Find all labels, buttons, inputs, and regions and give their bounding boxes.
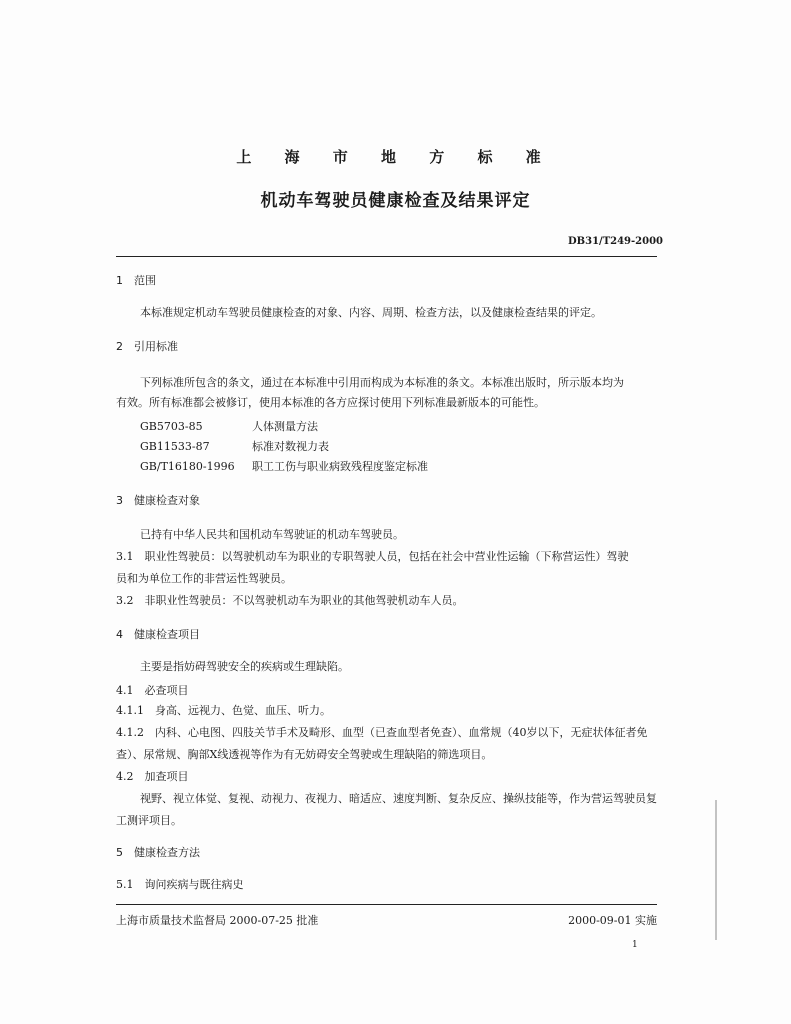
issuing-organization: 上 海 市 地 方 标 准: [236, 148, 555, 166]
section-4-heading: 4 健康检查项目: [116, 628, 200, 641]
standard-code: DB31/T249-2000: [568, 236, 663, 247]
effective-date: 2000-09-01 实施: [568, 914, 657, 927]
section-4-1-2-line1: 4.1.2 内科、心电图、四肢关节手术及畸形、血型（已查血型者免查）、血常规（40岁以下，无症状体征者免: [116, 726, 648, 739]
section-3-heading: 3 健康检查对象: [116, 494, 200, 507]
section-3-2: 3.2 非职业性驾驶员：不以驾驶机动车为职业的其他驾驶机动车人员。: [116, 594, 464, 607]
ref-name: 标准对数视力表: [252, 440, 329, 453]
section-4-1-1: 4.1.1 身高、远视力、色觉、血压、听力。: [116, 704, 331, 717]
section-4-2-line1: 视野、视立体觉、复视、动视力、夜视力、暗适应、速度判断、复杂反应、操纵技能等，作为营运驾驶员复: [140, 792, 657, 805]
section-4-2: 4.2 加查项目: [116, 770, 189, 783]
section-2-text-line1: 下列标准所包含的条文，通过在本标准中引用而构成为本标准的条文。本标准出版时，所示版本均为: [140, 376, 624, 389]
section-5-heading: 5 健康检查方法: [116, 846, 200, 859]
ref-name: 职工工伤与职业病致残程度鉴定标准: [252, 460, 428, 473]
header-divider: [116, 256, 657, 257]
footer-divider: [116, 904, 657, 905]
ref-code: GB5703-85: [140, 420, 203, 433]
ref-code: GB11533-87: [140, 440, 210, 453]
section-4-text: 主要是指妨碍驾驶安全的疾病或生理缺陷。: [140, 660, 349, 673]
section-2-text-line2: 有效。所有标准都会被修订，使用本标准的各方应探讨使用下列标准最新版本的可能性。: [116, 396, 545, 409]
section-1-heading: 1 范围: [116, 274, 156, 287]
section-4-2-line2: 工测评项目。: [116, 814, 182, 827]
document-title: 机动车驾驶员健康检查及结果评定: [260, 191, 531, 211]
approval-note: 上海市质量技术监督局 2000-07-25 批准: [116, 914, 319, 927]
section-3-1-line2: 员和为单位工作的非营运性驾驶员。: [116, 572, 292, 585]
section-3-1-line1: 3.1 职业性驾驶员：以驾驶机动车为职业的专职驾驶人员，包括在社会中营业性运输（下称营运性）驾驶: [116, 550, 629, 563]
ref-code: GB/T16180-1996: [140, 460, 235, 473]
ref-name: 人体测量方法: [252, 420, 318, 433]
section-4-1: 4.1 必查项目: [116, 684, 189, 697]
section-5-1: 5.1 询问疾病与既往病史: [116, 878, 244, 891]
scan-artifact: [715, 800, 717, 940]
page-number: 1: [632, 940, 638, 950]
section-4-1-2-line2: 查）、尿常规、胸部X线透视等作为有无妨碍安全驾驶或生理缺陷的筛选项目。: [116, 748, 493, 761]
section-3-text: 已持有中华人民共和国机动车驾驶证的机动车驾驶员。: [140, 528, 404, 541]
section-2-heading: 2 引用标准: [116, 340, 178, 353]
section-1-text: 本标准规定机动车驾驶员健康检查的对象、内容、周期、检查方法，以及健康检查结果的评定。: [140, 306, 602, 319]
